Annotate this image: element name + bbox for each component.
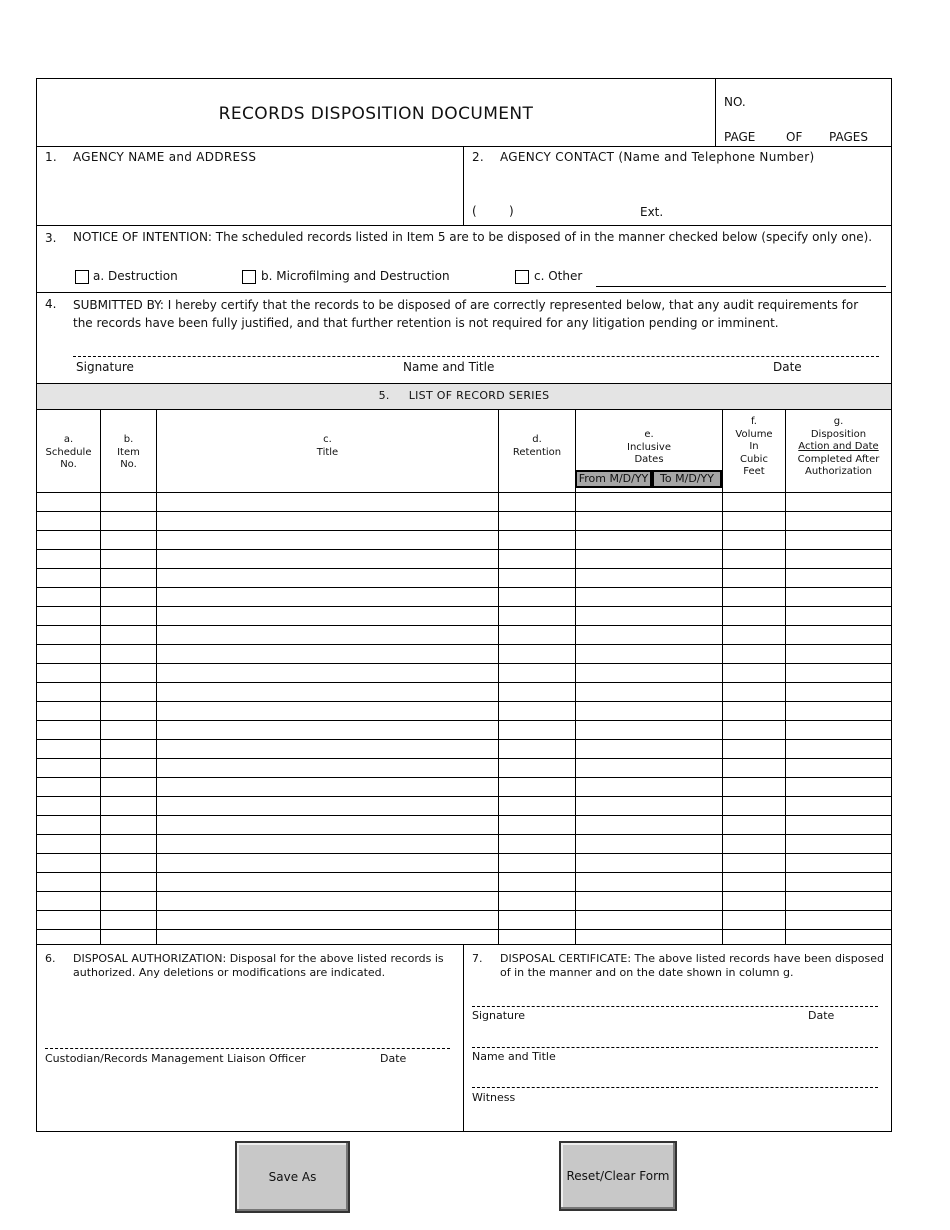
table-cell-input[interactable]: [723, 778, 784, 795]
record-series-title: 5. LIST OF RECORD SERIES: [378, 389, 550, 402]
table-cell-input[interactable]: [576, 683, 721, 700]
col-a-line3: No.: [60, 459, 77, 470]
table-cell-input[interactable]: [101, 835, 155, 852]
signature-label: Signature: [76, 360, 134, 374]
table-cell-input[interactable]: [723, 607, 784, 624]
divider-line: [36, 409, 892, 410]
table-cell-input[interactable]: [101, 645, 155, 662]
table-cell-input[interactable]: [786, 854, 890, 871]
col-g-line4: Completed After: [797, 453, 880, 465]
destruction-checkbox[interactable]: [75, 270, 89, 284]
table-cell-input[interactable]: [157, 816, 497, 833]
certificate-signature-label: Signature: [472, 1009, 526, 1022]
table-cell-input[interactable]: [38, 759, 99, 776]
table-cell-input[interactable]: [723, 550, 784, 567]
table-cell-input[interactable]: [499, 911, 574, 928]
table-cell-input[interactable]: [786, 626, 890, 643]
table-cell-input[interactable]: [499, 626, 574, 643]
to-date-button[interactable]: To M/D/YY: [652, 470, 722, 488]
table-cell-input[interactable]: [499, 778, 574, 795]
table-cell-input[interactable]: [101, 493, 155, 510]
table-cell-input[interactable]: [101, 702, 155, 719]
table-cell-input[interactable]: [576, 626, 721, 643]
col-schedule-header: [37, 434, 100, 472]
table-cell-input[interactable]: [723, 892, 784, 909]
table-cell-input[interactable]: [101, 816, 155, 833]
table-cell-input[interactable]: [157, 645, 497, 662]
table-cell-input[interactable]: [576, 816, 721, 833]
col-a-line2: Schedule: [45, 446, 92, 458]
divider-line: [36, 146, 892, 147]
section4-number: 4.: [45, 297, 57, 311]
table-cell-input[interactable]: [38, 588, 99, 605]
table-cell-input[interactable]: [38, 835, 99, 852]
disposal-authorization-text: DISPOSAL AUTHORIZATION: Disposal for the above listed records is authorized. Any deletions or modifications are indicated.: [73, 952, 444, 979]
table-cell-input[interactable]: [723, 493, 784, 510]
table-cell-input[interactable]: [576, 702, 721, 719]
table-cell-input[interactable]: [723, 531, 784, 548]
table-cell-input[interactable]: [38, 702, 99, 719]
col-f-line4: Cubic: [740, 453, 768, 465]
table-cell-input[interactable]: [157, 664, 497, 681]
table-cell-input[interactable]: [499, 797, 574, 814]
col-item-header: [101, 434, 156, 472]
divider-line: [36, 944, 892, 945]
table-cell-input[interactable]: [499, 816, 574, 833]
section2-number: 2.: [472, 150, 485, 164]
table-cell-input[interactable]: [157, 493, 497, 510]
table-cell-input[interactable]: [38, 873, 99, 890]
table-cell-input[interactable]: [157, 740, 497, 757]
table-cell-input[interactable]: [101, 759, 155, 776]
table-cell-input[interactable]: [786, 778, 890, 795]
certificate-name-line[interactable]: [472, 1047, 878, 1048]
microfilming-checkbox[interactable]: [242, 270, 256, 284]
table-cell-input[interactable]: [101, 531, 155, 548]
table-cell-input[interactable]: [38, 892, 99, 909]
certificate-name-title-label: Name and Title: [472, 1050, 556, 1063]
col-f-line3: In: [749, 441, 759, 452]
table-cell-input[interactable]: [38, 816, 99, 833]
table-cell-input[interactable]: [576, 873, 721, 890]
from-date-button[interactable]: From M/D/YY: [575, 470, 652, 488]
table-cell-input[interactable]: [576, 740, 721, 757]
table-cell-input[interactable]: [576, 607, 721, 624]
table-cell-input[interactable]: [101, 911, 155, 928]
table-cell-input[interactable]: [101, 683, 155, 700]
custodian-signature-line[interactable]: [45, 1048, 450, 1049]
col-e-line3: Dates: [634, 454, 664, 465]
divider-line: [36, 225, 892, 226]
section6-number: 6.: [45, 952, 56, 965]
date-label: Date: [773, 360, 802, 374]
table-cell-input[interactable]: [576, 493, 721, 510]
other-checkbox[interactable]: [515, 270, 529, 284]
table-cell-input[interactable]: [38, 531, 99, 548]
table-cell-input[interactable]: [723, 626, 784, 643]
witness-label: Witness: [472, 1091, 516, 1104]
submitted-by-text: SUBMITTED BY: I hereby certify that the records to be disposed of are correctly represented below, that any audit requirements for the records have been fully justified, and that further retention is not required for any litigation pending or imminent.: [73, 298, 859, 330]
table-cell-input[interactable]: [576, 797, 721, 814]
col-title-header: [157, 434, 498, 459]
col-d-line1: d.: [532, 434, 542, 445]
table-cell-input[interactable]: [101, 740, 155, 757]
microfilming-label: b. Microfilming and Destruction: [261, 269, 450, 283]
table-cell-input[interactable]: [786, 721, 890, 738]
table-cell-input[interactable]: [38, 569, 99, 586]
table-cell-input[interactable]: [38, 740, 99, 757]
col-b-line3: No.: [120, 459, 137, 470]
table-cell-input[interactable]: [38, 512, 99, 529]
table-cell-input[interactable]: [723, 569, 784, 586]
table-cell-input[interactable]: [499, 531, 574, 548]
table-cell-input[interactable]: [38, 664, 99, 681]
table-cell-input[interactable]: [499, 873, 574, 890]
certificate-date-label: Date: [808, 1009, 835, 1022]
col-disposition-header: [786, 416, 891, 479]
table-cell-input[interactable]: [499, 740, 574, 757]
col-g-line2: Disposition: [810, 428, 867, 440]
table-cell-input[interactable]: [499, 759, 574, 776]
table-cell-input[interactable]: [723, 683, 784, 700]
table-cell-input[interactable]: [576, 911, 721, 928]
table-cell-input[interactable]: [38, 626, 99, 643]
table-cell-input[interactable]: [101, 873, 155, 890]
col-b-line2: Item: [117, 446, 140, 458]
table-cell-input[interactable]: [157, 835, 497, 852]
submitted-signature-line[interactable]: [73, 356, 879, 357]
table-cell-input[interactable]: [38, 683, 99, 700]
pages-label: PAGES: [829, 130, 868, 144]
table-cell-input[interactable]: [723, 911, 784, 928]
col-volume-header: [723, 416, 785, 479]
divider-line: [36, 292, 892, 293]
table-cell-input[interactable]: [38, 607, 99, 624]
table-cell-input[interactable]: [101, 721, 155, 738]
save-as-button[interactable]: Save As: [235, 1141, 350, 1213]
table-cell-input[interactable]: [101, 588, 155, 605]
table-cell-input[interactable]: [101, 550, 155, 567]
table-cell-input[interactable]: [157, 531, 497, 548]
table-cell-input[interactable]: [499, 493, 574, 510]
other-label: c. Other: [534, 269, 583, 283]
col-f-line5: Feet: [743, 466, 765, 477]
table-cell-input[interactable]: [157, 721, 497, 738]
table-cell-input[interactable]: [157, 854, 497, 871]
col-g-line3: Action and Date: [798, 441, 879, 452]
phone-paren-open: (: [472, 204, 477, 218]
table-cell-input[interactable]: [723, 664, 784, 681]
table-cell-input[interactable]: [157, 702, 497, 719]
table-cell-input[interactable]: [576, 778, 721, 795]
table-cell-input[interactable]: [38, 797, 99, 814]
table-cell-input[interactable]: [101, 854, 155, 871]
table-cell-input[interactable]: [786, 759, 890, 776]
divider-line: [463, 146, 464, 225]
table-cell-input[interactable]: [499, 645, 574, 662]
table-cell-input[interactable]: [723, 854, 784, 871]
table-cell-input[interactable]: [723, 721, 784, 738]
table-cell-input[interactable]: [723, 835, 784, 852]
table-cell-input[interactable]: [786, 493, 890, 510]
table-cell-input[interactable]: [157, 588, 497, 605]
table-cell-input[interactable]: [786, 797, 890, 814]
table-cell-input[interactable]: [499, 588, 574, 605]
col-e-line2: Inclusive: [627, 441, 671, 453]
table-cell-input[interactable]: [157, 797, 497, 814]
agency-name-label: AGENCY NAME and ADDRESS: [73, 150, 257, 164]
table-cell-input[interactable]: [786, 702, 890, 719]
col-g-line1: g.: [833, 416, 844, 427]
table-cell-input[interactable]: [157, 759, 497, 776]
table-cell-input[interactable]: [101, 607, 155, 624]
table-cell-input[interactable]: [38, 645, 99, 662]
form-title: RECORDS DISPOSITION DOCUMENT: [218, 104, 534, 124]
table-cell-input[interactable]: [576, 892, 721, 909]
table-cell-input[interactable]: [576, 569, 721, 586]
table-cell-input[interactable]: [38, 493, 99, 510]
title-divider: [715, 78, 716, 146]
table-cell-input[interactable]: [723, 873, 784, 890]
col-c-line2: Title: [316, 446, 339, 458]
notice-of-intention-text: NOTICE OF INTENTION: The scheduled records listed in Item 5 are to be disposed of in the manner checked below (specify only one).: [73, 230, 873, 244]
table-cell-input[interactable]: [786, 740, 890, 757]
table-cell-input[interactable]: [499, 854, 574, 871]
col-f-line1: f.: [751, 416, 757, 427]
table-cell-input[interactable]: [576, 721, 721, 738]
table-cell-input[interactable]: [157, 626, 497, 643]
table-cell-input[interactable]: [786, 816, 890, 833]
of-label: OF: [786, 130, 803, 144]
table-cell-input[interactable]: [576, 664, 721, 681]
agency-contact-label: AGENCY CONTACT (Name and Telephone Number): [500, 150, 815, 164]
destruction-label: a. Destruction: [93, 269, 178, 283]
witness-line[interactable]: [472, 1087, 878, 1088]
table-cell-input[interactable]: [499, 683, 574, 700]
table-cell-input[interactable]: [38, 911, 99, 928]
extension-label: Ext.: [640, 205, 664, 219]
table-cell-input[interactable]: [157, 873, 497, 890]
table-cell-input[interactable]: [576, 531, 721, 548]
table-cell-input[interactable]: [38, 778, 99, 795]
table-cell-input[interactable]: [576, 835, 721, 852]
col-d-line2: Retention: [512, 446, 562, 458]
table-cell-input[interactable]: [157, 512, 497, 529]
table-cell-input[interactable]: [499, 607, 574, 624]
col-c-line1: c.: [323, 434, 332, 445]
table-cell-input[interactable]: [101, 626, 155, 643]
section1-number: 1.: [45, 150, 58, 164]
reset-clear-form-button[interactable]: Reset/Clear Form: [559, 1141, 677, 1211]
name-title-label: Name and Title: [403, 360, 495, 374]
table-cell-input[interactable]: [499, 835, 574, 852]
table-cell-input[interactable]: [723, 816, 784, 833]
table-cell-input[interactable]: [38, 721, 99, 738]
table-cell-input[interactable]: [786, 683, 890, 700]
table-cell-input[interactable]: [499, 664, 574, 681]
table-cell-input[interactable]: [576, 512, 721, 529]
col-a-line1: a.: [63, 434, 74, 445]
page-label: PAGE: [724, 130, 756, 144]
table-cell-input[interactable]: [723, 645, 784, 662]
table-cell-input[interactable]: [157, 892, 497, 909]
table-cell-input[interactable]: [157, 683, 497, 700]
table-cell-input[interactable]: [786, 835, 890, 852]
table-cell-input[interactable]: [723, 759, 784, 776]
table-cell-input[interactable]: [101, 892, 155, 909]
table-cell-input[interactable]: [723, 740, 784, 757]
table-cell-input[interactable]: [157, 569, 497, 586]
table-cell-input[interactable]: [157, 550, 497, 567]
table-cell-input[interactable]: [576, 854, 721, 871]
table-cell-input[interactable]: [786, 531, 890, 548]
table-cell-input[interactable]: [499, 512, 574, 529]
table-cell-input[interactable]: [499, 702, 574, 719]
table-cell-input[interactable]: [157, 911, 497, 928]
table-cell-input[interactable]: [157, 778, 497, 795]
table-cell-input[interactable]: [723, 797, 784, 814]
table-cell-input[interactable]: [101, 569, 155, 586]
table-cell-input[interactable]: [157, 607, 497, 624]
table-cell-input[interactable]: [499, 550, 574, 567]
table-cell-input[interactable]: [576, 645, 721, 662]
table-cell-input[interactable]: [786, 588, 890, 605]
table-cell-input[interactable]: [723, 512, 784, 529]
table-cell-input[interactable]: [38, 854, 99, 871]
table-cell-input[interactable]: [576, 759, 721, 776]
table-cell-input[interactable]: [786, 873, 890, 890]
table-cell-input[interactable]: [101, 664, 155, 681]
other-specify-field[interactable]: [596, 286, 886, 287]
table-cell-input[interactable]: [786, 911, 890, 928]
table-cell-input[interactable]: [786, 569, 890, 586]
disposal-certificate-text: DISPOSAL CERTIFICATE: The above listed records have been disposed of in the manner and on the date shown in column g.: [500, 952, 884, 979]
table-cell-input[interactable]: [786, 550, 890, 567]
table-cell-input[interactable]: [786, 512, 890, 529]
section3-number: 3.: [45, 231, 57, 245]
table-cell-input[interactable]: [101, 512, 155, 529]
table-cell-input[interactable]: [101, 797, 155, 814]
col-b-line1: b.: [123, 434, 134, 445]
table-cell-input[interactable]: [499, 892, 574, 909]
table-cell-input[interactable]: [786, 664, 890, 681]
table-cell-input[interactable]: [786, 607, 890, 624]
table-cell-input[interactable]: [499, 721, 574, 738]
table-cell-input[interactable]: [723, 588, 784, 605]
col-f-line2: Volume: [735, 428, 773, 440]
section7-number: 7.: [472, 952, 483, 965]
doc-number-label: NO.: [724, 95, 746, 109]
table-cell-input[interactable]: [786, 645, 890, 662]
table-cell-input[interactable]: [723, 702, 784, 719]
phone-paren-close: ): [509, 204, 514, 218]
table-cell-input[interactable]: [38, 550, 99, 567]
table-cell-input[interactable]: [786, 892, 890, 909]
col-g-line5: Authorization: [805, 466, 872, 477]
table-cell-input[interactable]: [499, 569, 574, 586]
table-cell-input[interactable]: [576, 550, 721, 567]
table-cell-input[interactable]: [101, 778, 155, 795]
col-retention-header: [499, 434, 575, 459]
divider-line: [463, 944, 464, 1132]
certificate-signature-line[interactable]: [472, 1006, 878, 1007]
col-e-line1: e.: [644, 429, 654, 440]
col-dates-header: [576, 429, 722, 467]
custodian-label: Custodian/Records Management Liaison Officer: [45, 1052, 306, 1065]
table-cell-input[interactable]: [576, 588, 721, 605]
authorization-date-label: Date: [380, 1052, 407, 1065]
